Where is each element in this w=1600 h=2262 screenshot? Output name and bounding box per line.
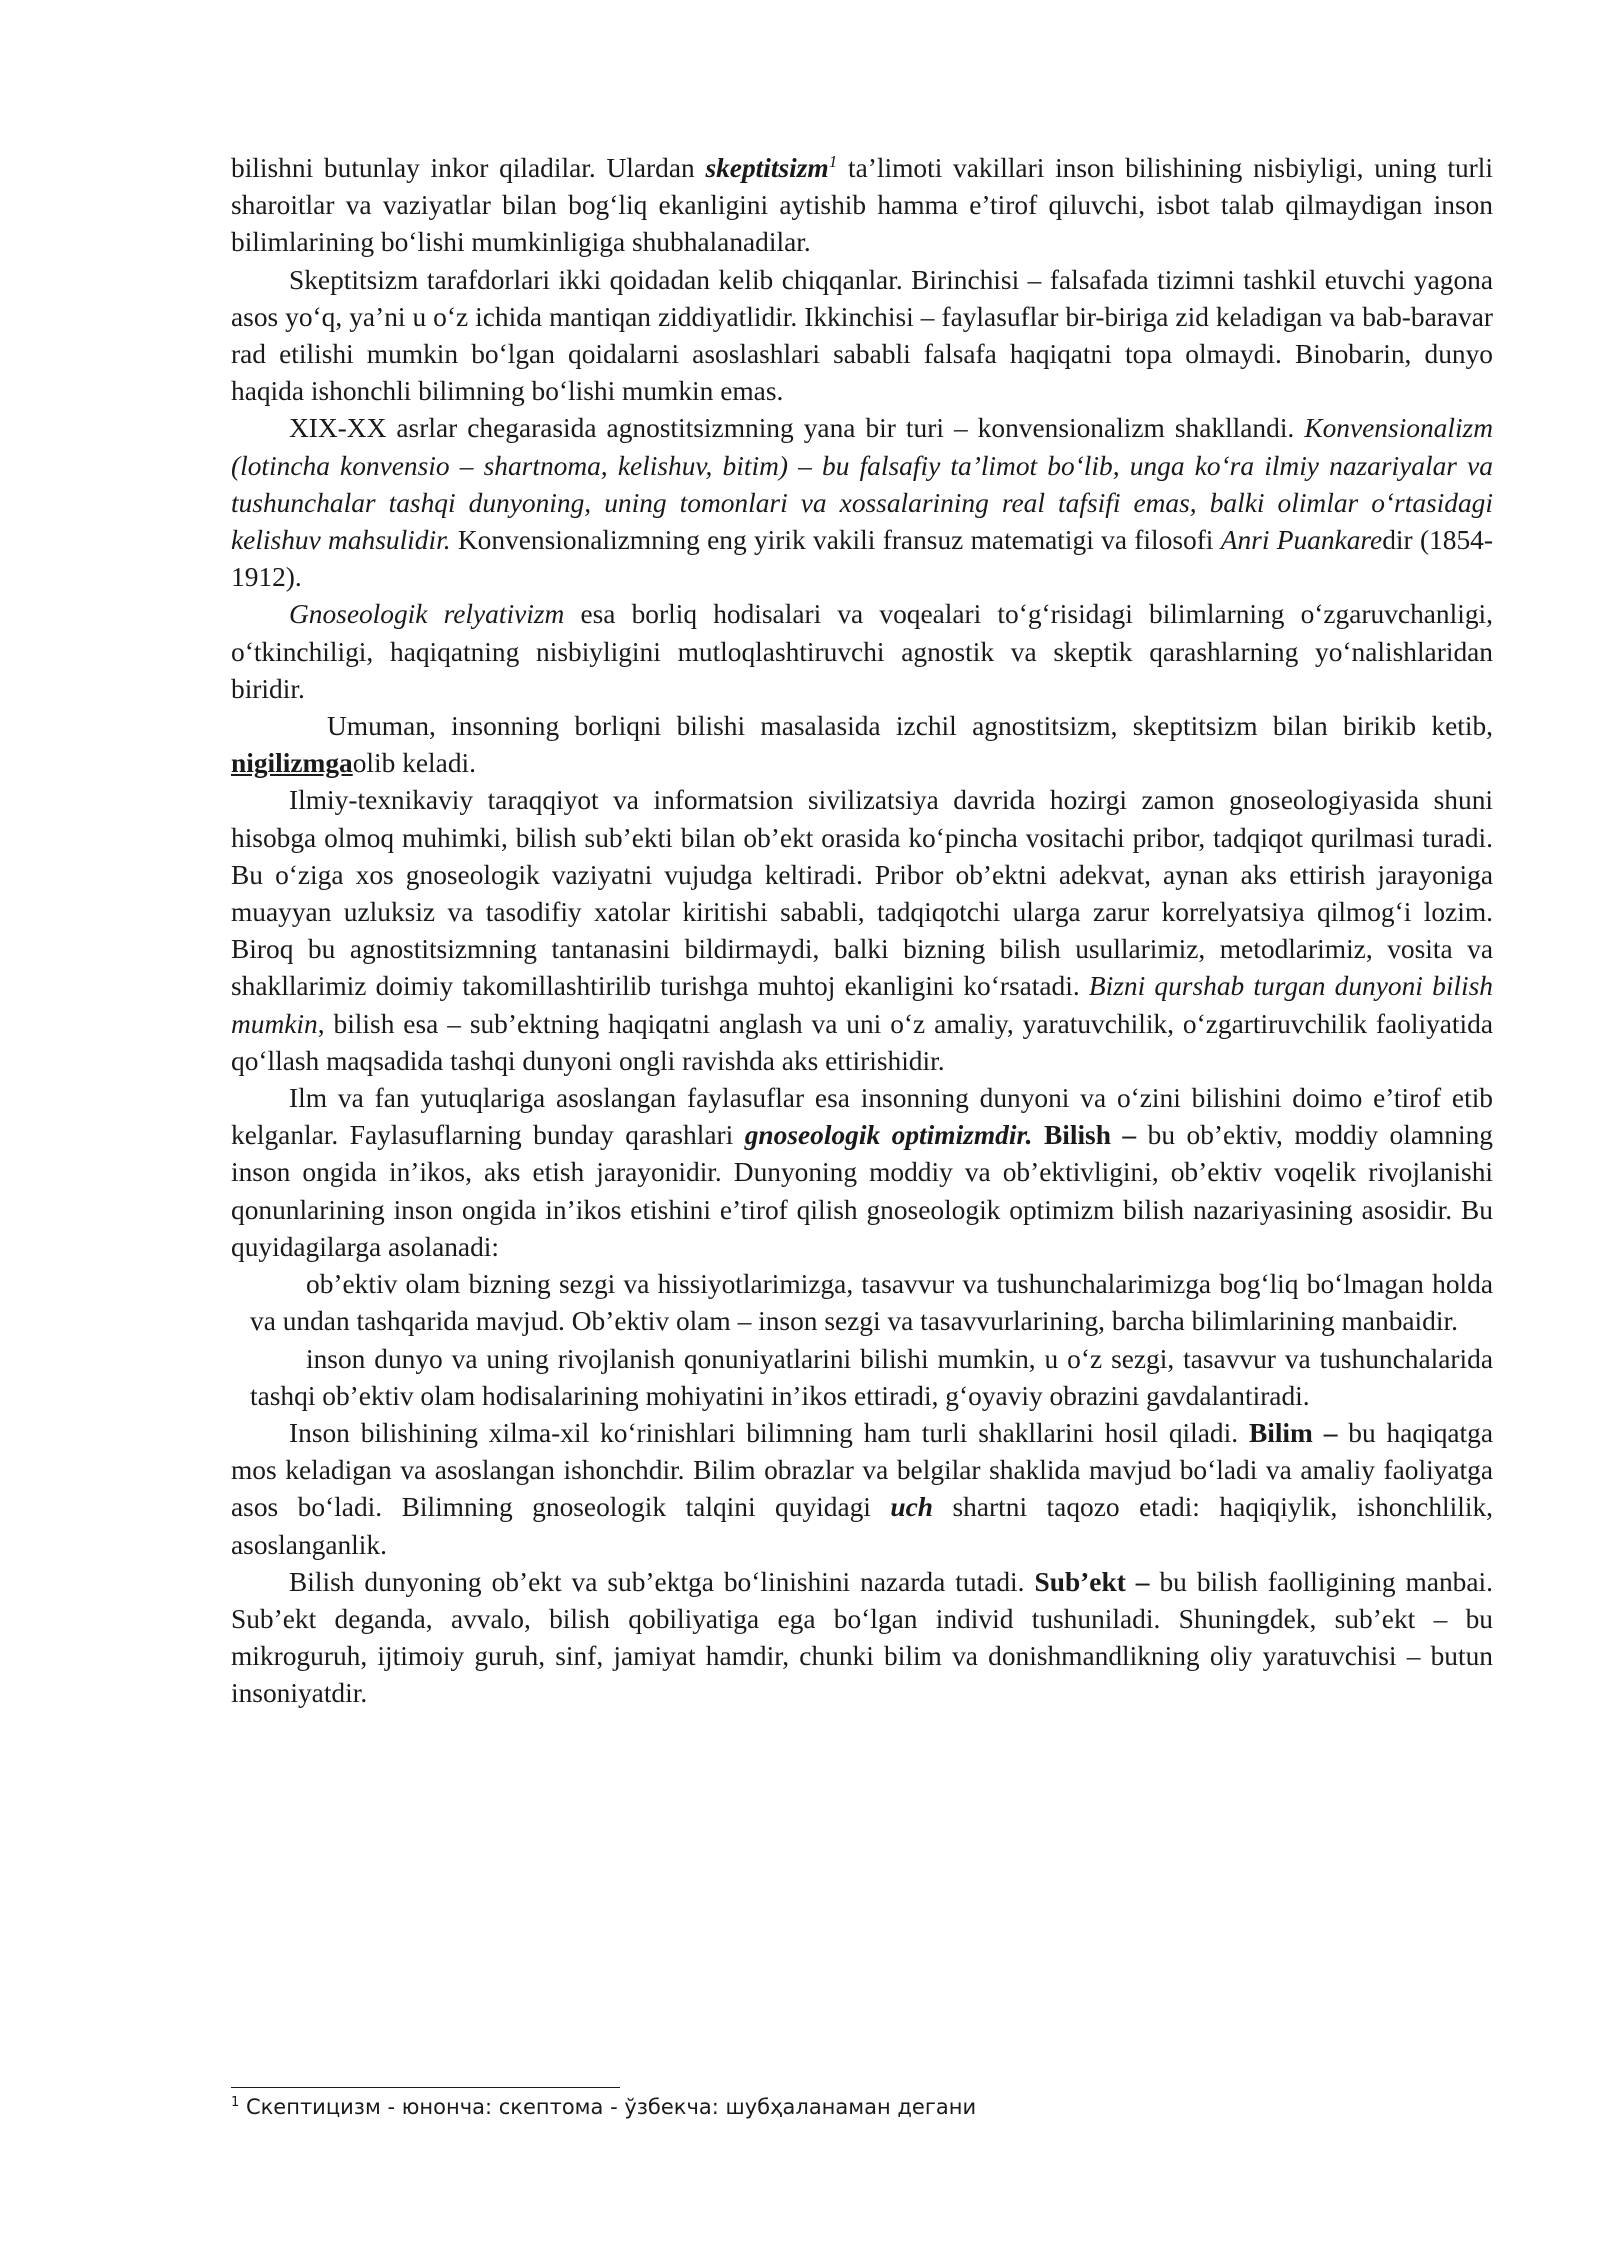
footnote-ref[interactable]: 1 (828, 152, 838, 171)
text-run: Ilmiy-texnikaviy taraqqiyot va informatsion sivilizatsiya davrida hozirgi zamon gnoseologiyasida shuni hisobga olmoq muhimki, bilish sub’ekti bilan ob’ekt orasida ko‘pincha vositachi pribor, tadqiqot qurilmasi turadi. Bu o‘ziga xos gnoseologik vaziyatni vujudga keltiradi. Pribor ob’ektni adekvat, aynan aks ettirish jarayoniga muayyan uzluksiz va tasodifiy xatolar kiritishi sababli, tadqiqotchi ularga zarur korrelyatsiya qilmog‘i lozim. Biroq bu agnostitsizmning tantanasini bildirmaydi, balki bizning bilish usullarimiz, metodlarimiz, vosita va shakllarimiz doimiy takomillashtirilib turishga muhtoj ekanligini ko‘rsatadi. (231, 785, 1493, 1002)
paragraph-1 (231, 150, 1493, 262)
paragraph-8 (231, 1415, 1493, 1564)
term-relyativizm: Gnoseologik relyativizm (289, 599, 565, 630)
paragraph-2: Skeptitsizm tarafdorlari ikki qoidadan kelib chiqqanlar. Birinchisi – falsafada tizimni tashkil etuvchi yagona asos yo‘q, ya’ni u o‘z ichida mantiqan ziddiyatlidir. Ikkinchisi – faylasuflar bir-biriga zid keladigan va bab-baravar rad etilishi mumkin bo‘lgan qoidalarni asoslashlari sababli falsafa haqiqatni topa olmaydi. Binobarin, dunyo haqida ishonchli bilimning bo‘lishi mumkin emas. (231, 264, 1493, 407)
paragraph-4 (231, 596, 1493, 708)
footnote-mark: 1 (231, 2095, 240, 2110)
text-run: bilishni butunlay inkor qiladilar. Ulardan (231, 153, 706, 183)
definition-konvensionalizm: Konvensionalizm (lotincha konvensio – shartnoma, kelishuv, bitim) – bu falsafiy ta’limot bo‘lib, unga ko‘ra ilmiy nazariyalar va tushunchalar tashqi dunyoning, uning tomonlari va xossalarining real tafsifi emas, balki olimlar o‘rtasidagi kelishuv mahsulidir. (231, 413, 1493, 556)
text-run: esa borliq hodisalari va voqealari to‘g‘risidagi bilimlarning o‘zgaruvchanligi, o‘tkinchiligi, haqiqatning nisbiyligini mutloqlashtiruvchi agnostik va skeptik qarashlarning yo‘nalishlaridan biridir. (231, 599, 1493, 704)
footnote (231, 2092, 1493, 2122)
text-run: bu haqiqatga mos keladigan va asoslangan ishonchdir. Bilim obrazlar va belgilar shaklida mavjud bo‘ladi va amaliy faoliyatga asos bo‘ladi. Bilimning gnoseologik talqini quyidagi (231, 1417, 1494, 1523)
text-run: olib keladi. (352, 748, 476, 779)
paragraph-6 (231, 782, 1493, 1080)
list-item: ob’ektiv olam bizning sezgi va hissiyotlarimizga, tasavvur va tushunchalarimizga bog‘liq bo‘lmagan holda va undan tashqarida mavjud. Ob’ektiv olam – inson sezgi va tasavvurlarining, barcha bilimlarining manbaidir. (250, 1269, 1493, 1337)
person-name: Anri Puankare (1220, 525, 1383, 556)
text-run: bu bilish faolligining manbai. Sub’ekt deganda, avvalo, bilish qobiliyatiga ega bo‘lgan individ tushuniladi. Shuningdek, sub’ekt – bu mikroguruh, ijtimoiy guruh, sinf, jamiyat hamdir, chunki bilim va donishmandlikning oliy yaratuvchisi – butun insoniyatdir. (231, 1566, 1493, 1709)
paragraph-5 (231, 708, 1493, 782)
term-optimizm: gnoseologik optimizmdir. (744, 1120, 1033, 1151)
emphasis-text: Bizni qurshab turgan dunyoni bilish mumkin (231, 971, 1493, 1039)
paragraph-7 (231, 1080, 1493, 1266)
body-text (231, 150, 1493, 1713)
text-run: Konvensionalizmning eng yirik vakili fransuz matematigi va filosofi (450, 525, 1221, 556)
text-run: Inson bilishining xilma-xil ko‘rinishlari bilimning ham turli shakllarini hosil qiladi. (289, 1417, 1249, 1448)
term-bilim: Bilim – (1248, 1417, 1338, 1448)
text-run: dir (1854-1912). (231, 525, 1493, 593)
text-run: Ilm va fan yutuqlariga asoslangan faylasuflar esa insonning dunyoni va o‘zini bilishini doimo e’tirof etib kelganlar. Faylasuflarning bunday qarashlari (231, 1083, 1493, 1151)
text-run: , bilish esa – sub’ektning haqiqatni anglash va uni o‘z amaliy, yaratuvchilik, o‘zgartiruvchilik faoliyatida qo‘llash maqsadida tashqi dunyoni ongli ravishda aks ettirishidir. (231, 1008, 1493, 1076)
term-bilish: Bilish – (1043, 1120, 1137, 1151)
term-skeptitsizm: skeptitsizm (705, 153, 829, 183)
text-run: XIX-XX asrlar chegarasida agnostitsizmning yana bir turi – konvensionalizm shakllandi. (289, 413, 1305, 444)
term-nigilizm: nigilizmga (231, 748, 353, 779)
footnote-text: Скептицизм - юнонча: скептома - ўзбекча: шубҳаланаман дегани (239, 2095, 977, 2119)
text-run: ta’limoti vakillari inson bilishining nisbiyligi, uning turli sharoitlar va vaziyatlar bilan bog‘liq ekanligini aytishib hamma e’tirof qiluvchi, isbot talab qilmaydigan inson bilimlarining bo‘lishi mumkinligiga shubhalanadilar. (231, 153, 1493, 258)
text-run (1032, 1120, 1044, 1150)
text-run: shartni taqozo etadi: haqiqiylik, ishonchlilik, asoslanganlik. (231, 1492, 1493, 1560)
paragraph-3 (231, 410, 1493, 596)
paragraph-9 (231, 1564, 1493, 1713)
term-subekt: Sub’ekt – (1034, 1566, 1150, 1597)
footnote-separator (231, 2087, 620, 2088)
text-run: Bilish dunyoning ob’ekt va sub’ektga bo‘linishini nazarda tutadi. (289, 1566, 1035, 1597)
term-uch: uch (890, 1492, 934, 1523)
text-run: Umuman, insonning borliqni bilishi masalasida izchil agnostitsizm, skeptitsizm bilan birikib ketib, (327, 711, 1493, 742)
list-item: inson dunyo va uning rivojlanish qonuniyatlarini bilishi mumkin, u o‘z sezgi, tasavvur va tushunchalarida tashqi ob’ektiv olam hodisalarining mohiyatini in’ikos ettiradi, g‘oyaviy obrazini gavdalantiradi. (250, 1343, 1493, 1411)
text-run: bu ob’ektiv, moddiy olamning inson ongida in’ikos, aks etish jarayonidir. Dunyoning moddiy va ob’ektivligini, ob’ektiv voqelik rivojlanishi qonunlarining inson ongida in’ikos etishini e’tirof qilish gnoseologik optimizm bilish nazariyasining asosidir. Bu quyidagilarga asolanadi: (231, 1120, 1493, 1262)
